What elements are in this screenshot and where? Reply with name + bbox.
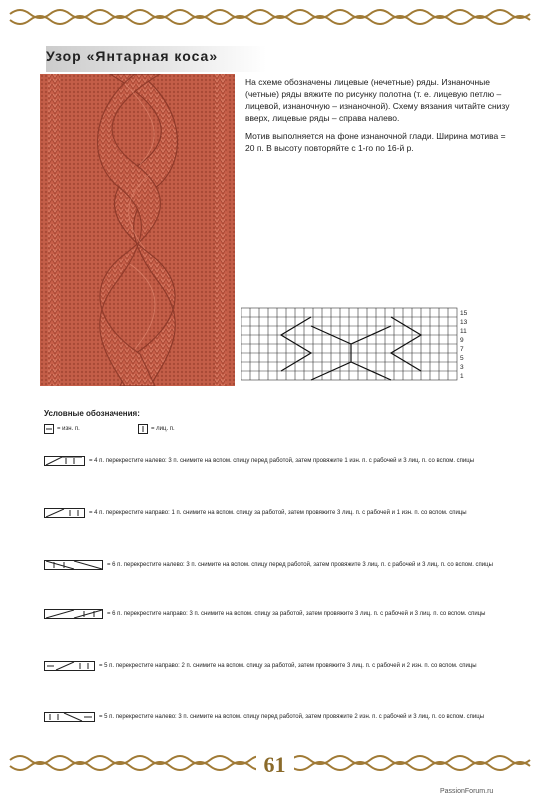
cable-4-left-icon — [44, 456, 86, 466]
site-credit: PassionForum.ru — [440, 788, 494, 795]
knitting-chart — [241, 306, 481, 386]
row-number-3: 3 — [460, 364, 464, 371]
row-number-15: 15 — [460, 310, 468, 317]
row-number-7: 7 — [460, 346, 464, 353]
purl-symbol-icon — [44, 424, 54, 434]
cable-4-right-icon — [44, 508, 86, 518]
knit-sample-photo — [40, 74, 235, 386]
top-ornament-border — [0, 6, 549, 30]
cable-5-right-icon — [44, 661, 96, 671]
legend-cable-4-right: = 4 п. перекрестите направо: 1 п. снимите на вспом. спицу за работой, затем провяжите 3 лиц. п. с рабочей и 1 изн. п. со вспом. спицы — [44, 508, 467, 519]
cable-6-left-icon — [44, 560, 104, 570]
description-paragraph-1: На схеме обозначены лицевые (нечетные) ряды. Изнаночные (четные) ряды вяжите по рисунку полотна (т. е. лицевую петлю – лицевой, изнаночную – изнаночной). Схему вязания читайте снизу вверх, лицевые ряды – справа налево. — [245, 77, 510, 123]
description-paragraph-2: Мотив выполняется на фоне изнаночной глади. Ширина мотива = 20 п. В высоту повторяйте с 1-го по 16-й р. — [245, 131, 506, 153]
page-number-text: 61 — [256, 752, 294, 777]
legend-purl: = изн. п. — [44, 424, 80, 435]
pattern-description — [245, 76, 517, 160]
knit-symbol-icon — [138, 424, 148, 434]
legend-knit: = лиц. п. — [138, 424, 175, 435]
legend-cable-6-left: = 6 п. перекрестите налево: 3 п. снимите на вспом. спицу перед работой, затем провяжите 3 лиц. п. с рабочей и 3 лиц. п. со вспом. спицы — [44, 560, 493, 571]
row-number-1: 1 — [460, 373, 464, 380]
legend-cable-4-left: = 4 п. перекрестите налево: 3 п. снимите на вспом. спицу перед работой, затем провяжите 1 изн. п. с рабочей и 3 лиц. п. со вспом. спицы — [44, 456, 474, 467]
legend-heading: Условные обозначения: — [44, 409, 140, 418]
page-number — [0, 752, 549, 778]
legend-cable-5-left: = 5 п. перекрестите налево: 3 п. снимите на вспом. спицу перед работой, затем провяжите 2 изн. п. с рабочей и 3 лиц. п. со вспом. спицы — [44, 712, 484, 723]
legend-cable-6-right: = 6 п. перекрестите направо: 3 п. снимите на вспом. спицу за работой, затем провяжите 3 лиц. п. с рабочей и 3 лиц. п. со вспом. спицы — [44, 609, 485, 620]
row-number-11: 11 — [460, 328, 467, 335]
cable-5-left-icon — [44, 712, 96, 722]
row-number-13: 13 — [460, 319, 468, 326]
row-number-9: 9 — [460, 337, 464, 344]
row-number-5: 5 — [460, 355, 464, 362]
legend-cable-5-right: = 5 п. перекрестите направо: 2 п. снимите на вспом. спицу за работой, затем провяжите 3 лиц. п. с рабочей и 2 изн. п. со вспом. спицы — [44, 661, 477, 672]
cable-6-right-icon — [44, 609, 104, 619]
page-title: Узор «Янтарная коса» — [46, 48, 219, 64]
